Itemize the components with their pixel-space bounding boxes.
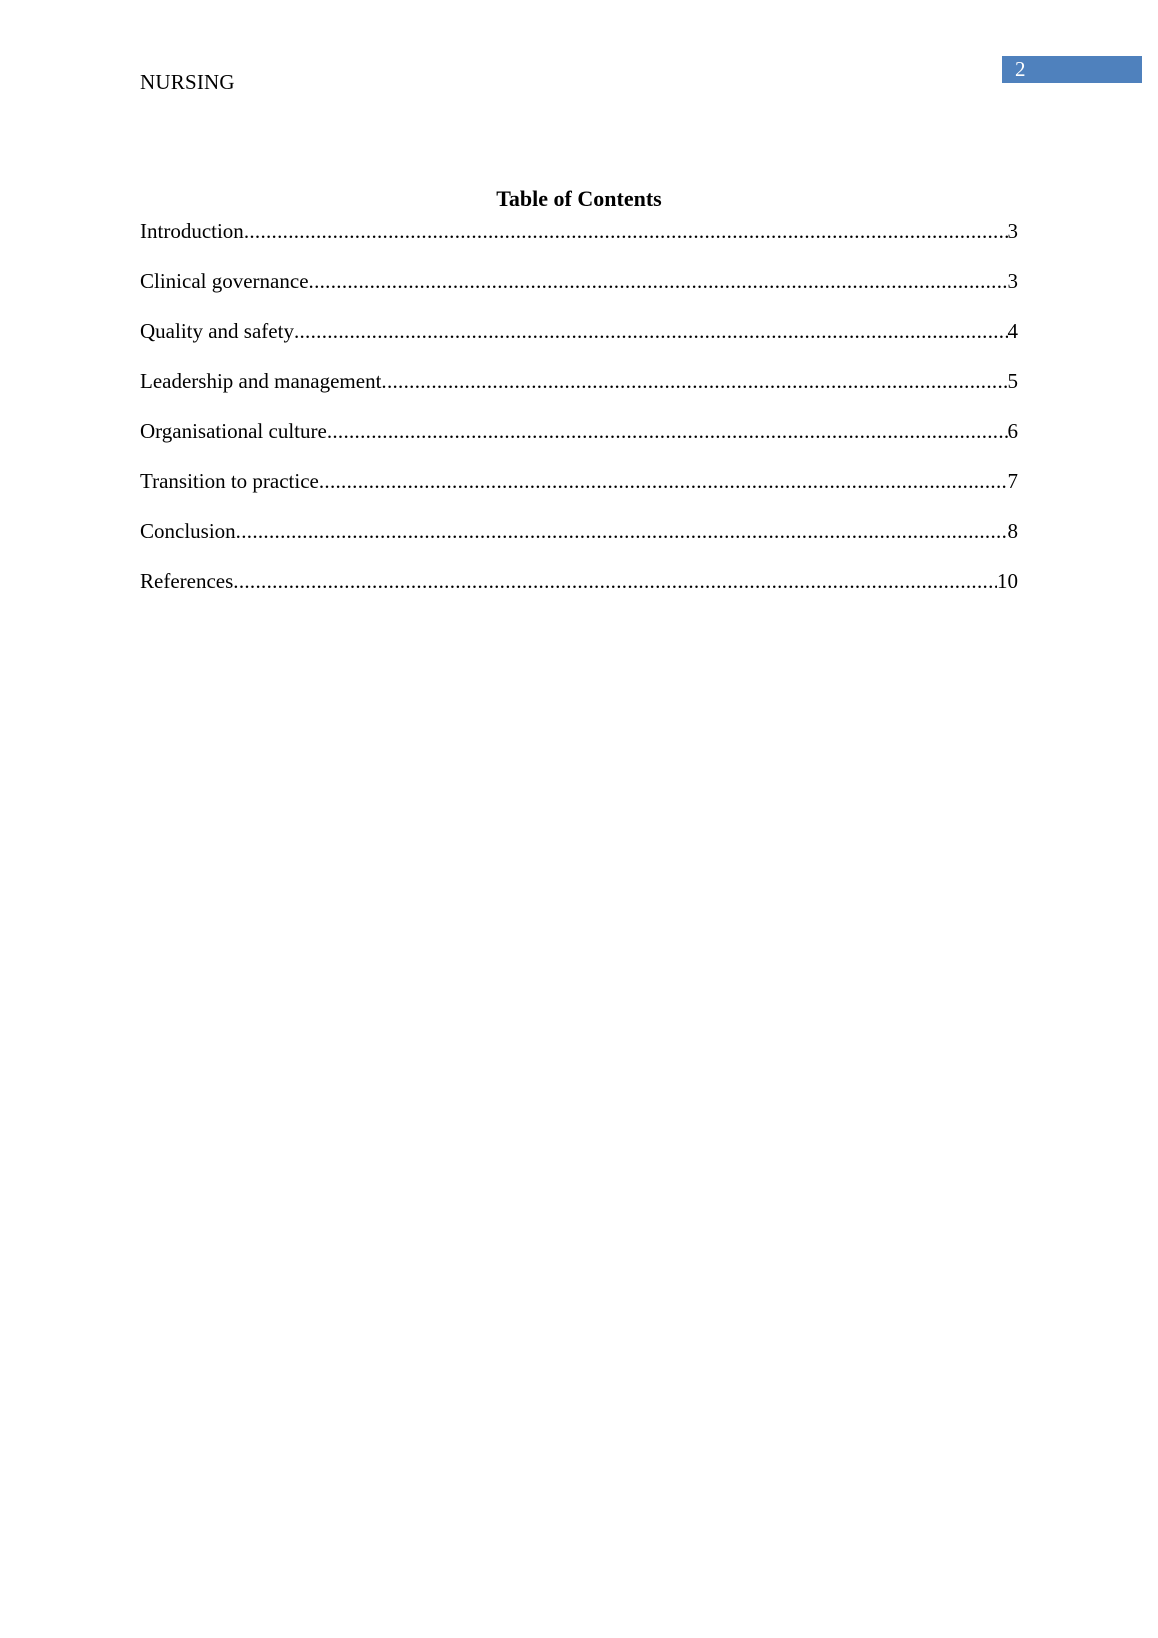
toc-entry-page: 10	[997, 569, 1018, 593]
toc-dot-leader	[233, 568, 997, 594]
toc-entry-leadership-and-management[interactable]	[140, 368, 1018, 418]
toc-entry-page: 4	[1007, 319, 1018, 343]
toc-entry-page: 7	[1007, 469, 1018, 493]
toc-entry-text: Clinical governance	[140, 269, 309, 293]
toc-entry-references[interactable]	[140, 568, 1018, 618]
toc-dot-leader	[381, 368, 1007, 394]
toc-dot-leader	[319, 468, 1008, 494]
toc-dot-leader	[244, 218, 1008, 244]
toc-dot-leader	[309, 268, 1008, 294]
toc-list	[140, 218, 1018, 618]
toc-entry-text: Leadership and management	[140, 369, 382, 393]
toc-title: Table of Contents	[496, 186, 662, 211]
toc-dot-leader	[294, 318, 1008, 344]
running-head: NURSING	[140, 70, 235, 94]
toc-entry-quality-and-safety[interactable]	[140, 318, 1018, 368]
toc-entry-page: 6	[1007, 419, 1018, 443]
toc-entry-page: 3	[1007, 269, 1018, 293]
toc-entry-page: 8	[1007, 519, 1018, 543]
toc-entry-organisational-culture[interactable]	[140, 418, 1018, 468]
toc-entry-text: Introduction	[140, 219, 244, 243]
toc-entry-text: Transition to practice	[140, 469, 319, 493]
toc-entry-conclusion[interactable]	[140, 518, 1018, 568]
toc-entry-text: Conclusion	[140, 519, 236, 543]
toc-entry-text: References	[140, 569, 234, 593]
toc-entry-page: 5	[1007, 369, 1018, 393]
toc-dot-leader	[327, 418, 1008, 444]
toc-entry-clinical-governance[interactable]	[140, 268, 1018, 318]
toc-dot-leader	[236, 518, 1008, 544]
page-number-badge: 2	[1002, 56, 1142, 83]
toc-entry-text: Organisational culture	[140, 419, 327, 443]
toc-entry-page: 3	[1007, 219, 1018, 243]
toc-entry-transition-to-practice[interactable]	[140, 468, 1018, 518]
toc-entry-introduction[interactable]	[140, 218, 1018, 268]
toc-entry-text: Quality and safety	[140, 319, 294, 343]
